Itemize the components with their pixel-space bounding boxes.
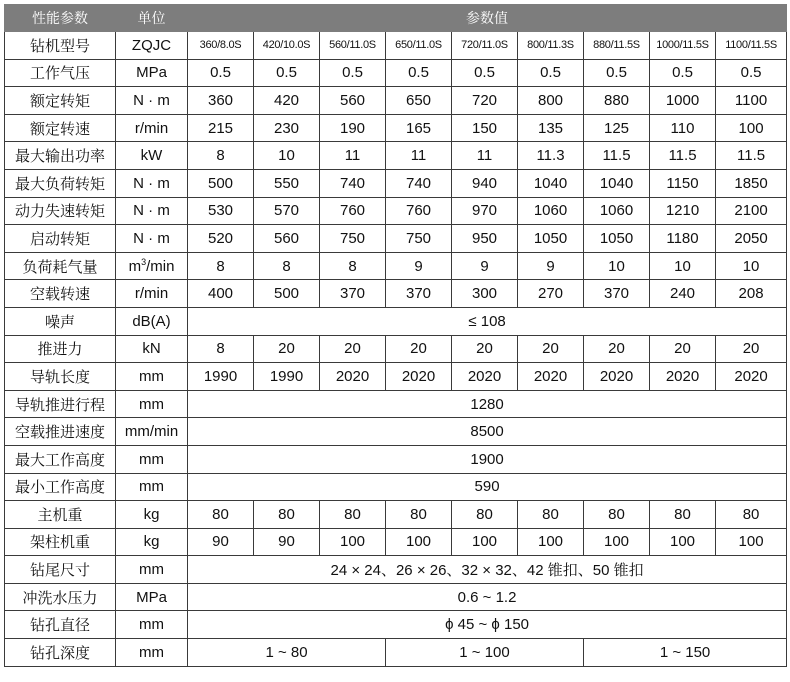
value-cell: 208 (716, 280, 787, 308)
value-cell: 420/10.0S (254, 32, 320, 60)
value-cell: 650/11.0S (386, 32, 452, 60)
param-unit: N · m (116, 87, 188, 115)
value-cell: 950 (452, 225, 518, 253)
value-cell: 1000/11.5S (650, 32, 716, 60)
table-row (5, 252, 787, 280)
param-name: 最大输出功率 (5, 142, 116, 170)
value-cell: 215 (188, 114, 254, 142)
value-cell: 720/11.0S (452, 32, 518, 60)
value-cell: 100 (386, 528, 452, 556)
value-cell: 740 (386, 169, 452, 197)
value-cell: 8 (254, 252, 320, 280)
param-name: 负荷耗气量 (5, 252, 116, 280)
table-row (5, 611, 787, 639)
table-row (5, 363, 787, 391)
param-name: 主机重 (5, 501, 116, 529)
value-cell: 2020 (452, 363, 518, 391)
value-cell: 20 (716, 335, 787, 363)
value-cell: 550 (254, 169, 320, 197)
param-unit: mm (116, 611, 188, 639)
table-row (5, 114, 787, 142)
value-cell: 80 (650, 501, 716, 529)
table-row (5, 583, 787, 611)
value-cell: 0.5 (452, 59, 518, 87)
value-cell: 11 (320, 142, 386, 170)
table-row (5, 59, 787, 87)
value-cell: 90 (254, 528, 320, 556)
value-cell: 8 (320, 252, 386, 280)
param-unit: kg (116, 528, 188, 556)
value-cell: 20 (254, 335, 320, 363)
value-cell: 10 (650, 252, 716, 280)
unit-superscript: 3 (141, 256, 147, 267)
header-values: 参数值 (188, 5, 787, 32)
value-cell: 20 (452, 335, 518, 363)
value-cell: 240 (650, 280, 716, 308)
value-cell: 560 (320, 87, 386, 115)
value-cell: 520 (188, 225, 254, 253)
value-cell: 100 (716, 528, 787, 556)
value-cell: 10 (716, 252, 787, 280)
param-name: 最小工作高度 (5, 473, 116, 501)
value-cell: 970 (452, 197, 518, 225)
value-cell: 750 (386, 225, 452, 253)
param-name: 钻机型号 (5, 32, 116, 60)
depth-range-cell: 1 ~ 100 (386, 639, 584, 667)
unit-base: m (128, 257, 142, 275)
param-unit: mm/min (116, 418, 188, 446)
param-unit: mm (116, 390, 188, 418)
value-cell: 20 (650, 335, 716, 363)
value-cell: 300 (452, 280, 518, 308)
value-cell: 760 (320, 197, 386, 225)
param-name: 最大负荷转矩 (5, 169, 116, 197)
value-cell: 80 (386, 501, 452, 529)
value-cell: 11 (386, 142, 452, 170)
value-cell: 10 (584, 252, 650, 280)
value-cell: 360 (188, 87, 254, 115)
value-cell: 80 (320, 501, 386, 529)
value-cell: 80 (254, 501, 320, 529)
table-row (5, 142, 787, 170)
table-row (5, 639, 787, 667)
value-cell: 2020 (584, 363, 650, 391)
param-name: 钻孔深度 (5, 639, 116, 667)
value-cell: 165 (386, 114, 452, 142)
value-cell: 190 (320, 114, 386, 142)
value-cell: 9 (386, 252, 452, 280)
table-row (5, 307, 787, 335)
value-cell: 8 (188, 335, 254, 363)
value-cell: 20 (386, 335, 452, 363)
value-cell: 400 (188, 280, 254, 308)
value-cell: 100 (452, 528, 518, 556)
value-cell: 650 (386, 87, 452, 115)
value-cell: 230 (254, 114, 320, 142)
value-cell: 270 (518, 280, 584, 308)
value-cell: 940 (452, 169, 518, 197)
param-unit: MPa (116, 583, 188, 611)
param-unit: N · m (116, 169, 188, 197)
value-cell: 370 (320, 280, 386, 308)
table-row (5, 225, 787, 253)
spec-table (4, 4, 787, 667)
value-cell: 800 (518, 87, 584, 115)
param-unit: kN (116, 335, 188, 363)
value-cell: 11.3 (518, 142, 584, 170)
param-name: 空载转速 (5, 280, 116, 308)
value-cell: 80 (452, 501, 518, 529)
value-cell: 1060 (518, 197, 584, 225)
value-cell: 560 (254, 225, 320, 253)
table-row (5, 556, 787, 584)
param-name: 钻尾尺寸 (5, 556, 116, 584)
value-cell: 750 (320, 225, 386, 253)
param-name: 噪声 (5, 307, 116, 335)
param-unit: N · m (116, 197, 188, 225)
value-cell: 80 (716, 501, 787, 529)
value-cell: 720 (452, 87, 518, 115)
value-cell: 530 (188, 197, 254, 225)
span-value-cell: 24 × 24、26 × 26、32 × 32、42 锥扣、50 锥扣 (188, 556, 787, 584)
param-unit: mm (116, 639, 188, 667)
value-cell: 20 (584, 335, 650, 363)
value-cell: 1850 (716, 169, 787, 197)
value-cell: 100 (320, 528, 386, 556)
table-row (5, 169, 787, 197)
table-row (5, 501, 787, 529)
span-value-cell: 0.6 ~ 1.2 (188, 583, 787, 611)
value-cell: 110 (650, 114, 716, 142)
param-unit: r/min (116, 114, 188, 142)
param-name: 架柱机重 (5, 528, 116, 556)
value-cell: 1000 (650, 87, 716, 115)
param-unit: mm (116, 363, 188, 391)
value-cell: 9 (452, 252, 518, 280)
value-cell: 20 (320, 335, 386, 363)
value-cell: 800/11.3S (518, 32, 584, 60)
span-value-cell: 1900 (188, 445, 787, 473)
value-cell: 11.5 (584, 142, 650, 170)
value-cell: 1150 (650, 169, 716, 197)
value-cell: 1040 (584, 169, 650, 197)
value-cell: 0.5 (584, 59, 650, 87)
param-name: 导轨推进行程 (5, 390, 116, 418)
value-cell: 880 (584, 87, 650, 115)
param-unit: dB(A) (116, 307, 188, 335)
param-name: 额定转矩 (5, 87, 116, 115)
header-row (5, 5, 787, 32)
span-value-cell: ϕ 45 ~ ϕ 150 (188, 611, 787, 639)
value-cell: 740 (320, 169, 386, 197)
table-row (5, 473, 787, 501)
param-unit (116, 252, 188, 280)
value-cell: 0.5 (716, 59, 787, 87)
span-value-cell: ≤ 108 (188, 307, 787, 335)
param-name: 动力失速转矩 (5, 197, 116, 225)
spec-table-container (4, 4, 787, 667)
unit-rest: /min (146, 257, 175, 275)
table-row (5, 87, 787, 115)
value-cell: 1210 (650, 197, 716, 225)
value-cell: 0.5 (650, 59, 716, 87)
value-cell: 11.5 (650, 142, 716, 170)
value-cell: 10 (254, 142, 320, 170)
value-cell: 2050 (716, 225, 787, 253)
value-cell: 100 (584, 528, 650, 556)
param-unit: kW (116, 142, 188, 170)
value-cell: 420 (254, 87, 320, 115)
value-cell: 8 (188, 142, 254, 170)
value-cell: 1990 (254, 363, 320, 391)
param-unit: kg (116, 501, 188, 529)
value-cell: 100 (518, 528, 584, 556)
param-unit: ZQJC (116, 32, 188, 60)
value-cell: 1100/11.5S (716, 32, 787, 60)
value-cell: 8 (188, 252, 254, 280)
param-unit: MPa (116, 59, 188, 87)
param-name: 额定转速 (5, 114, 116, 142)
param-unit: mm (116, 445, 188, 473)
value-cell: 370 (584, 280, 650, 308)
value-cell: 1040 (518, 169, 584, 197)
table-row (5, 32, 787, 60)
value-cell: 20 (518, 335, 584, 363)
value-cell: 2020 (716, 363, 787, 391)
value-cell: 100 (650, 528, 716, 556)
table-row (5, 528, 787, 556)
span-value-cell: 8500 (188, 418, 787, 446)
table-row (5, 335, 787, 363)
value-cell: 2020 (320, 363, 386, 391)
value-cell: 9 (518, 252, 584, 280)
param-name: 推进力 (5, 335, 116, 363)
value-cell: 1990 (188, 363, 254, 391)
depth-range-cell: 1 ~ 150 (584, 639, 787, 667)
span-value-cell: 590 (188, 473, 787, 501)
value-cell: 1100 (716, 87, 787, 115)
header-param: 性能参数 (5, 5, 116, 32)
value-cell: 0.5 (188, 59, 254, 87)
param-name: 最大工作高度 (5, 445, 116, 473)
value-cell: 560/11.0S (320, 32, 386, 60)
table-row (5, 445, 787, 473)
param-name: 空载推进速度 (5, 418, 116, 446)
value-cell: 150 (452, 114, 518, 142)
value-cell: 370 (386, 280, 452, 308)
value-cell: 760 (386, 197, 452, 225)
value-cell: 1050 (518, 225, 584, 253)
value-cell: 100 (716, 114, 787, 142)
span-value-cell: 1280 (188, 390, 787, 418)
param-name: 启动转矩 (5, 225, 116, 253)
value-cell: 570 (254, 197, 320, 225)
param-name: 钻孔直径 (5, 611, 116, 639)
value-cell: 80 (584, 501, 650, 529)
value-cell: 1060 (584, 197, 650, 225)
value-cell: 11 (452, 142, 518, 170)
value-cell: 2100 (716, 197, 787, 225)
value-cell: 360/8.0S (188, 32, 254, 60)
value-cell: 880/11.5S (584, 32, 650, 60)
value-cell: 11.5 (716, 142, 787, 170)
value-cell: 1050 (584, 225, 650, 253)
value-cell: 0.5 (320, 59, 386, 87)
value-cell: 80 (188, 501, 254, 529)
value-cell: 0.5 (254, 59, 320, 87)
depth-range-cell: 1 ~ 80 (188, 639, 386, 667)
param-unit: mm (116, 473, 188, 501)
value-cell: 80 (518, 501, 584, 529)
param-unit: r/min (116, 280, 188, 308)
value-cell: 90 (188, 528, 254, 556)
header-unit: 单位 (116, 5, 188, 32)
value-cell: 1180 (650, 225, 716, 253)
value-cell: 2020 (518, 363, 584, 391)
value-cell: 135 (518, 114, 584, 142)
value-cell: 500 (254, 280, 320, 308)
value-cell: 125 (584, 114, 650, 142)
param-name: 冲洗水压力 (5, 583, 116, 611)
table-row (5, 197, 787, 225)
value-cell: 0.5 (518, 59, 584, 87)
table-row (5, 280, 787, 308)
param-name: 导轨长度 (5, 363, 116, 391)
table-row (5, 418, 787, 446)
value-cell: 500 (188, 169, 254, 197)
value-cell: 0.5 (386, 59, 452, 87)
param-unit: N · m (116, 225, 188, 253)
value-cell: 2020 (386, 363, 452, 391)
param-name: 工作气压 (5, 59, 116, 87)
table-row (5, 390, 787, 418)
value-cell: 2020 (650, 363, 716, 391)
param-unit: mm (116, 556, 188, 584)
